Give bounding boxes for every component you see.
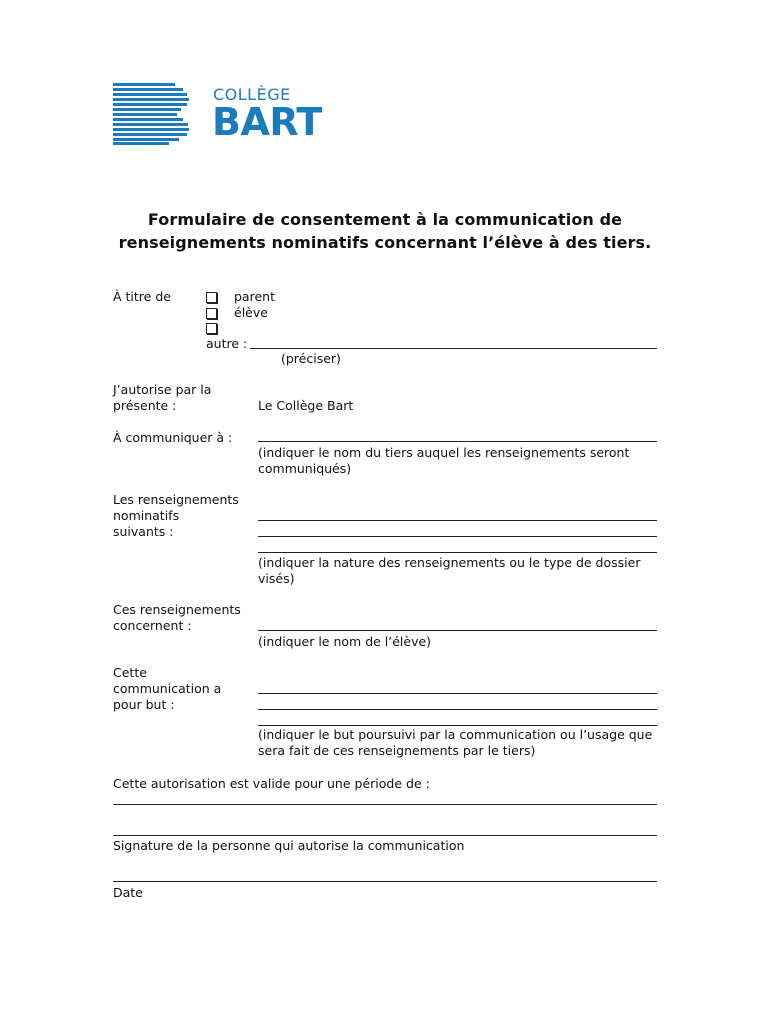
logo-college-text: COLLÈGE [213,85,291,104]
renseignements-label-line3: suivants : [113,524,174,539]
eleve-checkbox[interactable] [206,308,217,319]
concernent-input-line[interactable] [258,630,657,631]
parent-checkbox[interactable] [206,292,217,303]
renseignements-hint-line2: visés) [258,571,295,586]
concernent-label-line2: concernent : [113,618,192,633]
renseignements-label-line1: Les renseignements [113,492,239,507]
signature-input-line[interactable] [113,835,657,836]
autorise-label-line2: présente : [113,398,177,413]
renseignements-input-line-2[interactable] [258,536,657,537]
signature-label: Signature de la personne qui autorise la communication [113,838,465,853]
form-title-line1: Formulaire de consentement à la communication de [147,210,623,229]
autre-input-line[interactable] [250,348,657,349]
communiquer-input-line[interactable] [258,441,657,442]
but-label-line3: pour but : [113,697,175,712]
communiquer-hint-line1: (indiquer le nom du tiers auquel les renseignements seront [258,445,630,460]
concernent-hint: (indiquer le nom de l’élève) [258,634,432,649]
validite-input-line[interactable] [113,804,657,805]
but-label-line1: Cette [113,665,147,680]
concernent-label-line1: Ces renseignements [113,602,241,617]
communiquer-label: À communiquer à : [113,430,233,445]
autorise-value: Le Collège Bart [258,398,354,413]
communiquer-hint-line2: communiqués) [258,461,352,476]
parent-option-label: parent [234,289,275,304]
but-input-line-1[interactable] [258,693,657,694]
date-label: Date [113,885,143,900]
titre-de-label: À titre de [113,289,171,304]
logo-bart-text: BART [212,100,322,144]
renseignements-input-line-1[interactable] [258,520,657,521]
validite-label: Cette autorisation est valide pour une période de : [113,776,430,791]
date-input-line[interactable] [113,881,657,882]
autre-option-label: autre : [206,336,248,351]
but-input-line-3[interactable] [258,725,657,726]
autorise-label-line1: J’autorise par la [113,382,212,397]
but-hint-line2: sera fait de ces renseignements par le tiers) [258,743,536,758]
logo-b-stripes-icon [113,83,205,145]
eleve-option-label: élève [234,305,268,320]
but-input-line-2[interactable] [258,709,657,710]
but-label-line2: communication a [113,681,222,696]
but-hint-line1: (indiquer le but poursuivi par la communication ou l’usage que [258,727,653,742]
college-bart-logo [113,82,323,146]
form-title-line2: renseignements nominatifs concernant l’élève à des tiers. [118,233,652,252]
renseignements-input-line-3[interactable] [258,552,657,553]
renseignements-hint-line1: (indiquer la nature des renseignements ou le type de dossier [258,555,641,570]
autre-checkbox[interactable] [206,323,217,334]
preciser-hint: (préciser) [281,351,341,366]
renseignements-label-line2: nominatifs [113,508,180,523]
